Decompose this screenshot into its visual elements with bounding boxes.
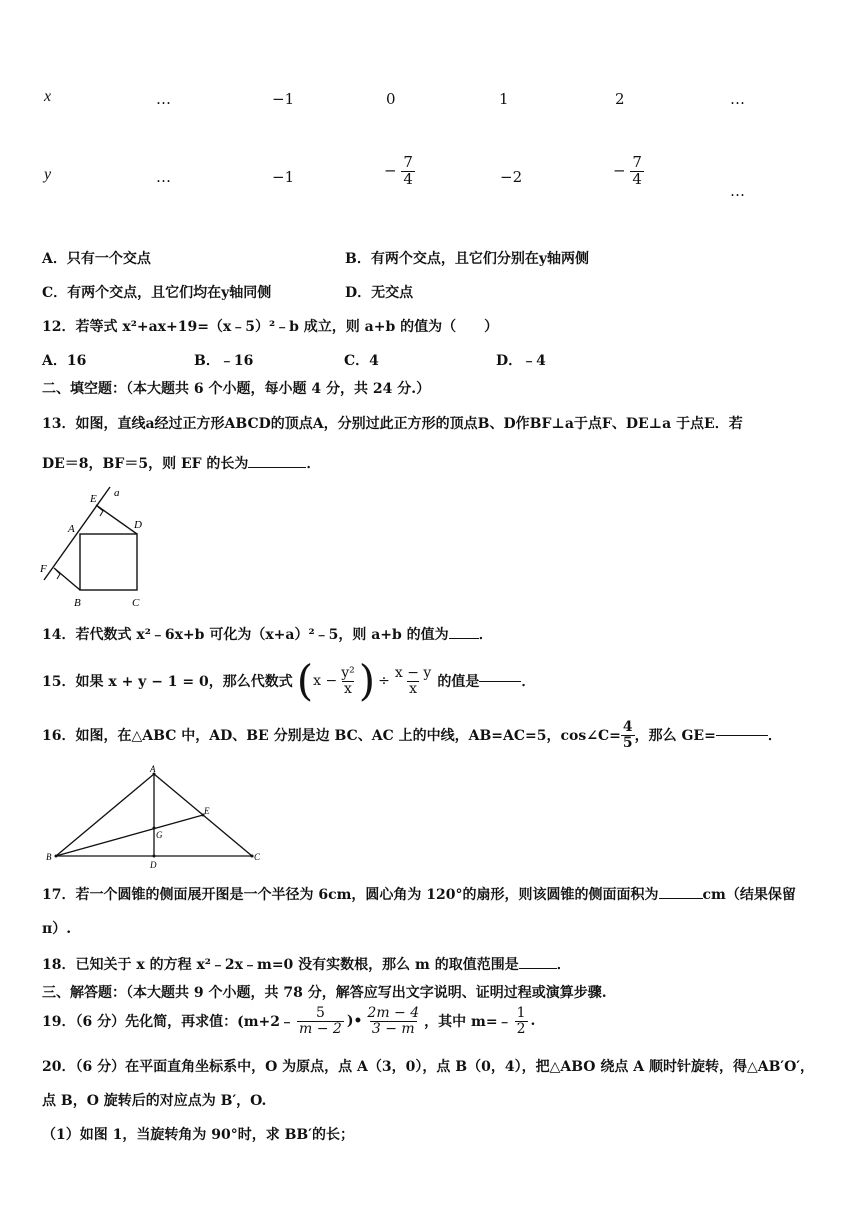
q20-line2: 点 B，O 旋转后的对应点为 B′，O. <box>42 1093 267 1109</box>
label-e: E <box>90 493 97 505</box>
answer-blank[interactable] <box>519 968 557 969</box>
q14-text: 14．若代数式 x²﹣6x+b 可化为（x+a）²﹣5，则 a+b 的值为 ． <box>42 627 493 643</box>
q12-option-a: A．16 <box>42 353 87 369</box>
q12-option-b: B．﹣16 <box>194 353 254 369</box>
q11-option-a: A．只有一个交点 <box>42 251 151 267</box>
q11-option-b: B．有两个交点，且它们分别在y轴两侧 <box>345 251 589 267</box>
median-be <box>56 815 203 856</box>
label-d: D <box>134 519 142 531</box>
q11-option-c: C．有两个交点，且它们均在y轴同侧 <box>42 285 272 301</box>
table-x-cell: 1 <box>499 90 509 108</box>
point-d <box>153 855 156 858</box>
q15-expression: ( x − $\frac{\text{y²}}{x}$ ) ÷ $\frac{x - y}{x}$ <box>296 656 432 705</box>
q16-text: 16．如图，在△ABC 中，AD、BE 分别是边 BC、AC 上的中线，AB=AC=5，cos∠C= $\frac{4}{5}$ ，那么 GE= ． <box>42 719 782 751</box>
table-x-cell: … <box>156 90 171 108</box>
table-x-cell: 2 <box>615 90 625 108</box>
table-y-fraction-cell: − $\frac{7}{4}$ <box>613 153 642 188</box>
q12-option-d: D．﹣4 <box>496 353 546 369</box>
label-c: C <box>254 852 261 862</box>
label-d: D <box>150 860 157 870</box>
answer-blank[interactable] <box>479 681 521 682</box>
table-x-cell: −1 <box>272 90 295 108</box>
q11-option-d: D．无交点 <box>345 285 414 301</box>
table-x-header: x <box>44 88 52 105</box>
point-b <box>55 855 58 858</box>
table-x-cell: … <box>730 90 745 108</box>
q18-text: 18．已知关于 x 的方程 x²﹣2x﹣m=0 没有实数根，那么 m 的取值范围是 ． <box>42 957 571 973</box>
section-2-heading: 二、填空题：（本大题共 6 个小题，每小题 4 分，共 24 分.） <box>42 381 431 397</box>
label-f: F <box>40 563 47 575</box>
section-3-heading: 三、解答题：（本大题共 9 个小题，共 78 分，解答应写出文字说明、证明过程或演算步骤. <box>42 985 607 1001</box>
q19-text: 19．（6 分）先化简，再求值：(m+2﹣ $\frac{5}{m - 2}$ )• $\frac{2m - 4}{3 - m}$ ，其中 m=﹣ $\frac{1}{2}$ . <box>42 1005 536 1037</box>
label-b: B <box>74 597 81 609</box>
answer-blank[interactable] <box>659 898 703 899</box>
q20-line1: 20．（6 分）在平面直角坐标系中，O 为原点，点 A（3，0），点 B（0，4），把△ABO 绕点 A 顺时针旋转，得△AB′O′， <box>42 1059 815 1075</box>
answer-blank[interactable] <box>449 638 479 639</box>
q13-figure <box>36 484 148 610</box>
q16-figure <box>40 764 272 872</box>
label-b: B <box>46 852 52 862</box>
table-y-cell: −2 <box>500 168 523 186</box>
answer-blank[interactable] <box>248 467 306 468</box>
answer-blank[interactable] <box>716 735 768 736</box>
label-a: A <box>68 523 75 535</box>
square-abcd <box>80 534 137 590</box>
q13-line1: 13．如图，直线a经过正方形ABCD的顶点A，分别过此正方形的顶点B、D作BF⊥a于点F、DE⊥a 于点E．若 <box>42 416 743 432</box>
q12-option-c: C．4 <box>344 353 379 369</box>
label-g: G <box>156 830 163 840</box>
q12-stem: 12．若等式 x²+ax+19=（x﹣5）²﹣b 成立，则 a+b 的值为（ ） <box>42 319 499 335</box>
label-e: E <box>204 806 210 816</box>
right-angle-f <box>56 570 60 579</box>
q20-line3: （1）如图 1，当旋转角为 90°时，求 BB′的长； <box>42 1127 354 1143</box>
q17-line1: 17．若一个圆锥的侧面展开图是一个半径为 6cm，圆心角为 120°的扇形，则该圆锥的侧面面积为 cm（结果保留 <box>42 887 796 903</box>
segment-de <box>96 505 137 534</box>
table-y-header: y <box>44 166 52 183</box>
label-c: C <box>132 597 140 609</box>
label-a-line: a <box>114 487 120 499</box>
table-y-cell: … <box>730 182 745 200</box>
q17-line2: π）. <box>42 921 72 937</box>
table-y-fraction-cell: − $\frac{7}{4}$ <box>384 153 413 188</box>
table-y-cell: … <box>156 168 171 186</box>
table-y-cell: −1 <box>272 168 295 186</box>
table-x-cell: 0 <box>386 90 396 108</box>
q13-line2: DE＝8，BF＝5，则 EF 的长为 ． <box>42 456 321 472</box>
q15-text: 15．如果 x + y − 1 = 0，那么代数式 ( x − $\frac{\text{y²}}{x}$ ) ÷ $\frac{x - y}{x}$ 的值是 ． <box>42 656 536 705</box>
label-a: A <box>150 764 156 774</box>
